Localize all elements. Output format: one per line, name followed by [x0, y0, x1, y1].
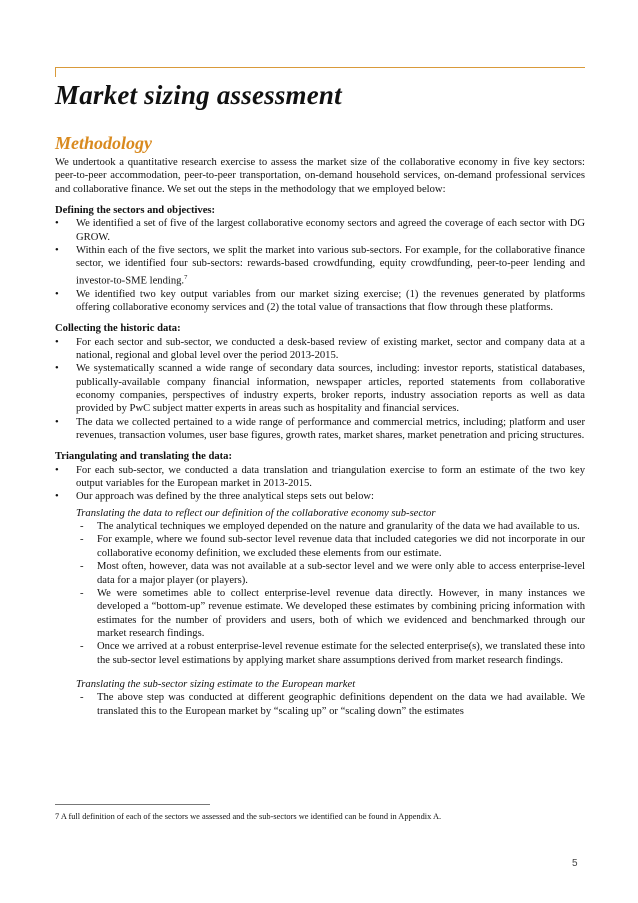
bullet-glyph: • — [55, 336, 59, 348]
footnote: 7 A full definition of each of the sectors we assessed and the sub-sectors we identified can be found in Appendix A. — [55, 812, 442, 821]
list-item: - For example, where we found sub-sector level revenue data that included categories we did not incorporate in our collaborative economy definition, we excluded these elements from our estimate. — [80, 534, 585, 559]
body-text — [55, 156, 585, 718]
bullet-glyph: • — [55, 245, 59, 257]
list-item: • For each sector and sub-sector, we conducted a desk-based review of existing market, sector and company data at a national, regional and global level over the period 2013-2015. — [55, 336, 585, 361]
footnote-ref: 7 — [184, 273, 188, 281]
header-rule-tick — [55, 67, 56, 77]
section-heading: Triangulating and translating the data: — [55, 451, 232, 463]
bullet-list — [55, 464, 585, 504]
list-item: - We were sometimes able to collect enterprise-level revenue data directly. However, in many instances we developed a “bottom-up” revenue estimate. We developed these estimates by combining pricing information with estimates for the number of providers and users, both of which we evidenced and benchmarked through our market research findings. — [80, 587, 585, 639]
page-title: Market sizing assessment — [55, 80, 342, 110]
dash-glyph: - — [80, 692, 84, 704]
list-item: - Once we arrived at a robust enterprise-level revenue estimate for the selected enterprise(s), we translated these into the sub-sector level estimations by applying market share assumptions derived from market research findings. — [80, 641, 585, 666]
analytical-steps — [55, 507, 585, 718]
bullet-glyph: • — [55, 491, 59, 503]
footnote-divider — [55, 804, 210, 805]
list-item: • We identified two key output variables from our market sizing exercise; (1) the revenues generated by platforms offering collaborative economy services and (2) the total value of transactions that flow through these platforms. — [55, 288, 585, 313]
dash-list — [76, 691, 585, 718]
list-item: • For each sub-sector, we conducted a data translation and triangulation exercise to form an estimate of the two key output variables for the European market in 2013-2015. — [55, 464, 585, 490]
dash-glyph: - — [80, 587, 84, 599]
bullet-glyph: • — [55, 363, 59, 375]
list-item: • Our approach was defined by the three analytical steps sets out below: — [55, 491, 375, 503]
list-item: • We systematically scanned a wide range of secondary data sources, including: investor reports, statistical databases, publically-available company financial information, newspaper articles, reported statements from collaborative economy companies, perspectives of industry experts, broker reports, industry association reports as well as data provided by PwC subject matter experts in areas such as hospitality and financial services. — [55, 363, 585, 415]
bullet-list — [55, 336, 585, 443]
page-number: 5 — [572, 858, 578, 869]
step-heading: Translating the sub-sector sizing estimate to the European market — [76, 678, 356, 690]
list-item: - Most often, however, data was not available at a sub-sector level and we were only able to access enterprise-level data for a major player (or players). — [80, 561, 585, 586]
dash-glyph: - — [80, 561, 84, 573]
bullet-glyph: • — [55, 464, 59, 476]
bullet-list — [55, 217, 585, 314]
dash-glyph: - — [80, 641, 84, 653]
list-item: - The above step was conducted at different geographic definitions dependent on the data we had available. We translated this to the European market by “scaling up” or “scaling down” the estimates — [80, 692, 585, 717]
dash-glyph: - — [80, 521, 84, 533]
dash-list — [76, 520, 585, 667]
bullet-glyph: • — [55, 288, 59, 300]
bullet-glyph: • — [55, 218, 59, 230]
intro-paragraph: We undertook a quantitative research exercise to assess the market size of the collaborative economy in five key sectors: peer-to-peer accommodation, peer-to-peer transportation, on-demand household services, on-demand professional services and collaborative finance. We set out the steps in the methodology that we employed below: — [55, 157, 585, 195]
bullet-glyph: • — [55, 416, 59, 428]
list-item: - The analytical techniques we employed depended on the nature and granularity of the data we had available to us. — [80, 521, 580, 533]
list-item: • We identified a set of five of the largest collaborative economy sectors and agreed the coverage of each sector with DG GROW. — [55, 218, 585, 243]
section-heading: Collecting the historic data: — [55, 323, 181, 335]
list-item: • The data we collected pertained to a wide range of performance and commercial metrics, including; platform and user revenues, transaction volumes, user base figures, growth rates, market shares, market penetration and pricing structures. — [55, 416, 585, 442]
step-heading: Translating the data to reflect our definition of the collaborative economy sub-sector — [76, 507, 436, 519]
list-item: • Within each of the five sectors, we split the market into various sub-sectors. For example, for the collaborative finance sector, we identified four sub-sectors: rewards-based crowdfunding, equity crowdfunding, peer-to-peer lending and investor-to-SME lending.$^7$ — [55, 245, 585, 287]
header-rule — [55, 67, 585, 68]
dash-glyph: - — [80, 534, 84, 546]
section-heading: Defining the sectors and objectives: — [55, 205, 216, 217]
section-subtitle: Methodology — [55, 133, 152, 153]
